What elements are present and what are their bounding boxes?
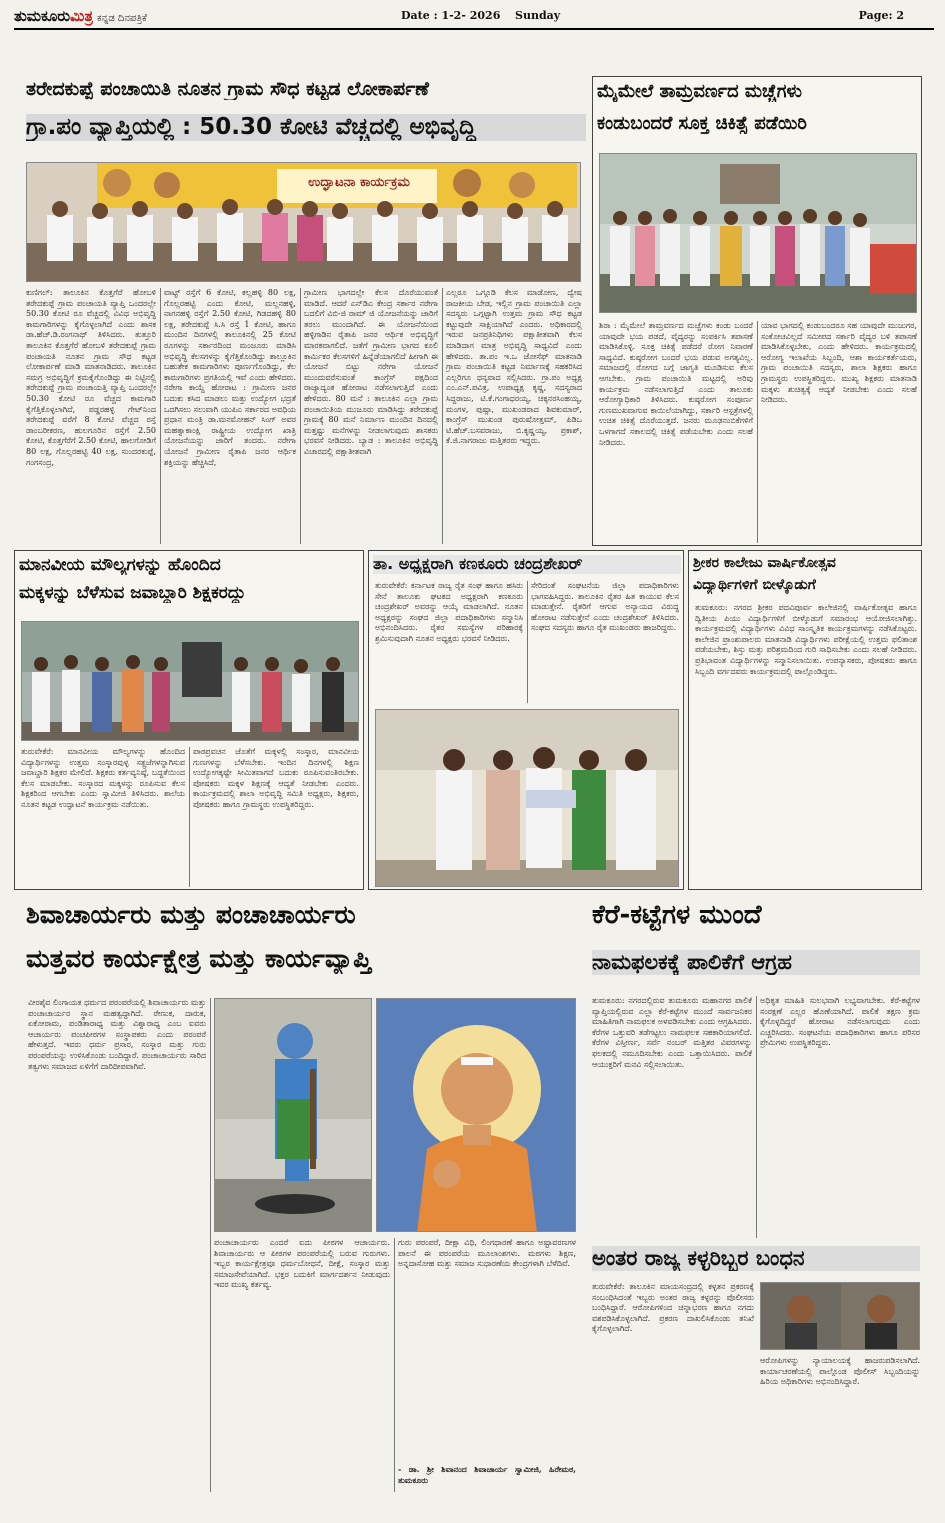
story-headline-line-1: ಮಾನವೀಯ ಮೌಲ್ಯಗಳನ್ನು ಹೊಂದಿದ — [19, 555, 221, 575]
story-leprosy-awareness — [592, 76, 922, 546]
column-rule — [300, 288, 301, 544]
author-signature: - ಡಾ. ಶ್ರೀ ಶಿವಾನಂದ ಶಿವಾಚಾರ್ಯ ಸ್ವಾಮೀಜಿ, ಹಿರೇಮಠ, ತುಮಕೂರು — [398, 1464, 576, 1485]
story-shivacharyaru — [14, 896, 580, 1496]
story-body-col-4-flow: ಎಲ್ಲರೂ ಒಗ್ಗೂಡಿ ಕೆಲಸ ಮಾಡೋಣ, ದ್ವೇಷ ರಾಜಕೀಯ ಬೇಡ, ಇಲ್ಲಿನ ಗ್ರಾಮ ಪಂಚಾಯಿತಿ ಎಲ್ಲಾ ಸದಸ್ಯರು ಒಗ್ಗಟ್ಟಾಗಿ ಉತ್ತಮ ಗ್ರಾಮ ಸೌಧ ಕಟ್ಟಡ ಕಟ್ಟುವುದೇ ಸಾಕ್ಷಿಯಾಗಿದೆ ಎಂದರು. ಅಧಿಕಾರದಲ್ಲಿ ಇರುವ ಜನಪ್ರತಿನಿಧಿಗಳು ಪಕ್ಷಾತೀತವಾಗಿ ಕೆಲಸ ಮಾಡಿದಾಗ ಮಾತ್ರ ಅಭಿವೃದ್ಧಿ ಸಾಧ್ಯವಿದೆ ಎಂದು ಹೇಳಿದರು. ತಾ.ಪಂ ಇ.ಒ ಜೋಸೆಫ್ ಮಾತನಾಡಿ ಗ್ರಾಮ ಪಂಚಾಯಿತಿ ಕಟ್ಟಡ ನಿರ್ಮಾಣಕ್ಕೆ ಸಹಕರಿಸಿದ ಎಲ್ಲರಿಗೂ ಧನ್ಯವಾದ ಸಲ್ಲಿಸಿದರು. ಗ್ರಾ.ಪಂ ಅಧ್ಯಕ್ಷ ಎಂ.ಎನ್.ಪವಿತ್ರ, ಉಪಾಧ್ಯಕ್ಷ ಕೃಷ್ಣ, ಸದಸ್ಯರಾದ ಸಿದ್ದರಾಜು, ಟಿ.ಕೆ.ಗಂಗಾಧರಯ್ಯ, ಚಿಕ್ಕನರಸಿಂಹಯ್ಯ, ಮಂಗಳ, ಪುಷ್ಪಾ, ಮುಖಂಡರಾದ ಶಿವಕುಮಾರ್, ಕಾಂಗ್ರೆಸ್ ಮುಖಂಡ ಪುರುಷೋತ್ತಮ್, ಪಿಡಿಒ ಟಿ.ಹೆಚ್.ಬಸವರಾಜು, ಬಿ.ಕೃಷ್ಣಯ್ಯ, ಪ್ರಕಾಶ್, ಕೆ.ಜಿ.ನಾಗರಾಜು ಮತ್ತಿತರರು ಇದ್ದರು. — [446, 288, 582, 446]
story-body-col-1: ಕುಣಿಗಲ್: ತಾಲೂಕಿನ ಕೊತ್ತಗೆರೆ ಹೋಬಳಿ ತರೇದಕುಪ್ಪೆ ಗ್ರಾಮ ಪಂಚಾಯತಿ ವ್ಯಾಪ್ತಿ ಒಂದರಲ್ಲೇ 50.30 ಕೋಟಿ ರೂ ವೆಚ್ಚದಲ್ಲಿ ವಿವಿಧ ಅಭಿವೃದ್ಧಿ ಕಾಮಗಾರಿಗಳನ್ನು ಕೈಗೊಳ್ಳಲಾಗಿದೆ ಎಂದು ಶಾಸಕ ಡಾ.ಹೆಚ್.ಡಿ.ರಂಗನಾಥ್ ತಿಳಿಸಿದರು. ತುತ್ತೂರಿ ತಾಲೂಕಿನ ಕೊತ್ತಗೆರೆ ಹೋಬಳಿ ತರೇದಕುಪ್ಪೆ ಗ್ರಾಮ ಪಂಚಾಯತಿ ನೂತನ ಗ್ರಾಮ ಸೌಧ ಕಟ್ಟಡ ಲೋಕಾರ್ಪಣೆ ಮಾಡಿ ಮಾತನಾಡಿದರು. ತಾಲೂಕಿನ ಸಮಗ್ರ ಅಭಿವೃದ್ಧಿಗೆ ಕ್ರಮಕೈಗೊಂಡಿದ್ದು ಈ ನಿಟ್ಟಿನಲ್ಲಿ ತರೇದಕುಪ್ಪೆ ಗ್ರಾಮ ಪಂಚಾಯತ್ತಿ ವ್ಯಾಪ್ತಿ ಒಂದರಲ್ಲೇ 50.30 ಕೋಟಿ ರೂ ವೆಚ್ಚದ ಕಾಮಗಾರಿ ಕೈಗೆತ್ತಿಕೊಳ್ಳಲಾಗಿದೆ, ಪಡ್ಡರಹಳ್ಳಿ ಗೇಟ್‌ನಿಂದ ತರೇದಕುಪ್ಪೆ ವರೆಗೆ 8 ಕೋಟಿ ವೆಚ್ಚದ ರಸ್ತೆ ಡಾಂಬರೀಕರಣ, ಹುಲಗೂರಿನ ರಸ್ತೆಗೆ 2.50 ಕೋಟಿ, ಕೊತ್ತಗೆರೆಗೆ 2.50 ಕೋಟಿ, ಹಾಲಗೋಡಿಗೆ 80 ಲಕ್ಷ, ಗೊಲ್ಲರಹಟ್ಟಿ 40 ಲಕ್ಷ, ಸುಂದರಕುಪ್ಪೆ, ಗಂಗಸಂದ್ರ, — [26, 288, 156, 467]
school-event-photo-illustration — [22, 622, 359, 741]
awareness-photo-illustration — [600, 154, 917, 313]
story-body-col-3: ಗ್ರಾಮೀಣ ಭಾಗದಲ್ಲೇ ಕೆಲಸ ದೊರೆಯುವಂತೆ ಮಾಡಿದೆ. ಆದರೆ ಎನ್‌ಡಿಎ ಕೇಂದ್ರ ಸರ್ಕಾರ ನರೇಗಾ ಬದಲಿಗೆ ವಿಬಿ-ಜಿ ರಾಮ್ ಜಿ ಯೋಜನೆಯನ್ನು ಜಾರಿಗೆ ತರಲು ಮುಂದಾಗಿದೆ. ಈ ಯೋಜನೆಯಿಂದ ಹಳ್ಳಿಗಾಡಿನ ರೈತಾಪಿ ಜನರ ಆರ್ಥಿಕ ಅಭಿವೃದ್ಧಿಗೆ ಮಾರಕವಾಗಲಿದೆ. ಜತೆಗೆ ಗ್ರಾಮೀಣ ಭಾಗದ ಕೂಲಿ ಕಾರ್ಮಿಕರ ಕೆಲಸಗಳಿಗೆ ಹಿನ್ನೆಡೆಯಾಗಲಿದೆ ಹೀಗಾಗಿ ಈ ಯೋಜನೆ ಬಿಟ್ಟು ನರೇಗಾ ಯೋಜನೆ ಮುಂದುವರೆಸುವಂತೆ ಕಾಂಗ್ರೆಸ್ ಪಕ್ಷದಿಂದ ರಾಜ್ಯಾದ್ಯಂತ ಹೋರಾಟ ನಡೆಸಲಾಗುತ್ತಿದೆ ಎಂದು ಹೇಳಿದರು. 80 ಮನೆ : ತಾಲೂಕಿನ ಎಲ್ಲಾ ಗ್ರಾಮ ಪಂಚಾಯಿತಿಯ ಮುಜೂರು ಮಾಡಿಸಿದ್ದು ತರೇದಕುಪ್ಪೆ ಗ್ರಾಮಕ್ಕೆ 80 ಮನೆ ನಿರ್ಮಾಣ ಮುಂದಿನ ದಿನದಲ್ಲಿ ಮತ್ತಷ್ಟು ಮನೆಗಳನ್ನು ನೀಡಲಾಗುವುದು ಶಾಸಕರು ಭರವಸೆ ನೀಡಿದರು. ಬ್ಯಾಡ : ತಾಲೂಕಿನ ಅಭಿವೃದ್ಧಿ ವಿಚಾರದಲ್ಲಿ ಪಕ್ಷಾತೀತವಾಗಿ — [304, 288, 438, 456]
story-kicker: ತರೇದಕುಪ್ಪೆ ಪಂಚಾಯಿತಿ ನೂತನ ಗ್ರಾಮ ಸೌಧ ಕಟ್ಟಡ ಲೋಕಾರ್ಪಣೆ — [26, 78, 429, 100]
brand-name-b: ಮಿತ್ರ — [70, 7, 93, 25]
story-body-col-1: ವೀರಶೈವ ಲಿಂಗಾಯತ ಧರ್ಮದ ಪರಂಪರೆಯಲ್ಲಿ ಶಿವಾಚಾರ್ಯರು ಮತ್ತು ಪಂಚಾಚಾರ್ಯರ ಸ್ಥಾನ ಮಹತ್ವದ್ದಾಗಿದೆ. ರೇಣುಕ, ದಾರುಕ, ಏಕೋರಾಮ, ಪಂಡಿತಾರಾಧ್ಯ ಮತ್ತು ವಿಶ್ವಾರಾಧ್ಯ ಎಂಬ ಐವರು ಆಚಾರ್ಯರು ಪಂಚಪೀಠಗಳ ಸಂಸ್ಥಾಪಕರು ಎಂದು ಪರಂಪರೆ ಹೇಳುತ್ತದೆ. ಇವರು ಧರ್ಮ ಪ್ರಸಾರ, ಸಂಸ್ಕಾರ ಮತ್ತು ಗುರು ಪರಂಪರೆಯನ್ನು ಉಳಿಸಿಕೊಂಡು ಬಂದಿದ್ದಾರೆ. ಪಂಚಾಚಾರ್ಯರು ಸಾರಿದ ತತ್ವಗಳು ಸಮಾಜದ ಏಳಿಗೆಗೆ ದಾರಿದೀಪವಾಗಿವೆ. — [28, 998, 206, 1071]
story-body-col-2: ಯಾವ ಭಾಗದಲ್ಲಿ ಕಂಡುಬಂದರೂ ಸಹ ಯಾವುದೇ ಮುಜುಗರ, ಸಂಕೋಚವಿಲ್ಲದೆ ಸಮೀಪದ ಸರ್ಕಾರಿ ವೈದ್ಯರ ಬಳಿ ತಪಾಸಣೆ ಮಾಡಿಸಿಕೊಳ್ಳಬೇಕು, ಎಂದು ಹೇಳಿದರು. ಕಾರ್ಯಕ್ರಮದಲ್ಲಿ ಆರೋಗ್ಯ ಇಲಾಖೆಯ ಸಿಬ್ಬಂದಿ, ಆಶಾ ಕಾರ್ಯಕರ್ತೆಯರು, ಗ್ರಾಮ ಪಂಚಾಯಿತಿ ಸದಸ್ಯರು, ಶಾಲಾ ಶಿಕ್ಷಕರು ಹಾಗೂ ಗ್ರಾಮಸ್ಥರು ಉಪಸ್ಥಿತರಿದ್ದರು. ಮುಖ್ಯ ಶಿಕ್ಷಕರು ಮಾತನಾಡಿ ಮಕ್ಕಳು ಶುಚಿತ್ವಕ್ಕೆ ಆದ್ಯತೆ ನೀಡಬೇಕು ಎಂದು ಸಲಹೆ ನೀಡಿದರು. — [761, 321, 917, 405]
column-rule — [210, 998, 211, 1492]
story-body-col-2: ಆರೋಪಿಗಳನ್ನು ನ್ಯಾಯಾಲಯಕ್ಕೆ ಹಾಜರುಪಡಿಸಲಾಗಿದೆ. ಕಾರ್ಯಾಚರಣೆಯಲ್ಲಿ ಪಾಲ್ಗೊಂಡ ಪೊಲೀಸ್ ಸಿಬ್ಬಂದಿಯನ್ನು ಹಿರಿಯ ಅಧಿಕಾರಿಗಳು ಅಭಿನಂದಿಸಿದ್ದಾರೆ. — [760, 1356, 920, 1387]
issue-date: Date : 1-2- 2026 — [401, 9, 501, 22]
column-rule — [394, 1238, 395, 1492]
story-headline-line-2: ಮತ್ತವರ ಕಾರ್ಯಕ್ಷೇತ್ರ ಮತ್ತು ಕಾರ್ಯವ್ಯಾಪ್ತಿ — [26, 944, 372, 973]
event-photo — [375, 709, 679, 887]
story-body-col-1: ತುರುವೇಕೆರೆ: ಮಾನವೀಯ ಮೌಲ್ಯಗಳನ್ನು ಹೊಂದಿದ ವಿದ್ಯಾರ್ಥಿಗಳನ್ನು ಉತ್ತಮ ಸಂಸ್ಕಾರವುಳ್ಳ ಸತ್ಪ್ರಜೆಗಳನ್ನಾಗಿಸುವ ಜವಾಬ್ದಾರಿ ಶಿಕ್ಷಕರ ಮೇಲಿದೆ. ಶಿಕ್ಷಕರು ಕರ್ತವ್ಯನಿಷ್ಠೆ, ಬದ್ಧತೆಯಿಂದ ಕೆಲಸ ಮಾಡಬೇಕು. ಸಂಸ್ಕಾರದ ಮಕ್ಕಳನ್ನು ರೂಪಿಸುವ ಕೆಲಸ ಶಿಕ್ಷಕರಿಂದ ಆಗಬೇಕು ಎಂದು ಸ್ವಾಮೀಜಿ ತಿಳಿಸಿದರು. ಶಾಲೆಯ ನೂತನ ಕಟ್ಟಡ ಉದ್ಘಾಟನೆ ಕಾರ್ಯಕ್ರಮ ನಡೆಯಿತು. — [21, 747, 185, 809]
story-body-col-2: ಅಧಿಕೃತ ಮಾಹಿತಿ ಸುಲಭವಾಗಿ ಲಭ್ಯವಾಗಬೇಕು. ಕೆರೆ-ಕಟ್ಟೆಗಳ ಸಂರಕ್ಷಣೆ ಎಲ್ಲರ ಹೊಣೆಯಾಗಿದೆ. ಪಾಲಿಕೆ ತಕ್ಷಣ ಕ್ರಮ ಕೈಗೊಳ್ಳದಿದ್ದರೆ ಹೋರಾಟ ನಡೆಸಲಾಗುವುದು ಎಂದು ಎಚ್ಚರಿಸಿದರು. ಸಂಘಟನೆಯ ಪದಾಧಿಕಾರಿಗಳು ಹಾಗೂ ಪರಿಸರ ಪ್ರೇಮಿಗಳು ಉಪಸ್ಥಿತರಿದ್ದರು. — [760, 996, 920, 1048]
brand-name-a: ತುಮಕೂರು — [14, 7, 71, 25]
saint-portrait-standing — [214, 998, 372, 1232]
story-body-col-1: ಶಿರಾ : ಮೈಮೇಲೆ ತಾಮ್ರವರ್ಣದ ಮಚ್ಚೆಗಳು ಕಂಡು ಬಂದರೆ ಯಾವುದೇ ಭಯ ಪಡದೆ, ವೈದ್ಯರನ್ನು ಸಂಪರ್ಕಿಸಿ ತಪಾಸಣೆ ಮಾಡಿಸಿಕೊಳ್ಳಿ. ಸೂಕ್ತ ಚಿಕಿತ್ಸೆ ಪಡೆದರೆ ರೋಗ ನಿವಾರಣೆ ಸಾಧ್ಯವಿದೆ. ಕುಷ್ಠರೋಗ ಬಂದರೆ ಭಯ ಪಡುವ ಅಗತ್ಯವಿಲ್ಲ. ಸಮಾಜದಲ್ಲಿ ರೋಗದ ಬಗ್ಗೆ ಜಾಗೃತಿ ಮೂಡಿಸುವ ಕೆಲಸ ಆಗಬೇಕು. ಗ್ರಾಮ ಪಂಚಾಯಿತಿ ಮಟ್ಟದಲ್ಲಿ ಅರಿವು ಕಾರ್ಯಕ್ರಮ ನಡೆಸಲಾಗುತ್ತಿದೆ ಎಂದು ತಾಲೂಕು ಆರೋಗ್ಯಾಧಿಕಾರಿ ತಿಳಿಸಿದರು. ಕುಷ್ಠರೋಗ ಸಂಪೂರ್ಣ ಗುಣಮುಖವಾಗುವ ಕಾಯಿಲೆಯಾಗಿದ್ದು, ಸರ್ಕಾರಿ ಆಸ್ಪತ್ರೆಗಳಲ್ಲಿ ಉಚಿತ ಚಿಕಿತ್ಸೆ ದೊರೆಯುತ್ತದೆ. ಜನರು ಮೂಢನಂಬಿಕೆಗಳಿಗೆ ಒಳಗಾಗದೆ ಸಕಾಲದಲ್ಲಿ ಚಿಕಿತ್ಸೆ ಪಡೆಯಬೇಕು ಎಂದು ಸಲಹೆ ನೀಡಿದರು. — [599, 321, 753, 447]
story-college-annual-day — [688, 550, 922, 890]
masthead — [14, 6, 934, 30]
newspaper-brand — [14, 7, 147, 25]
story-interstate-arrest — [588, 1244, 922, 1496]
story-lake-nameplates — [588, 896, 922, 1242]
event-photo — [599, 153, 917, 313]
issue-day: Sunday — [515, 9, 561, 22]
story-body-col-2: ಪಾಠಪ್ರವಚನ ಜೊತೆಗೆ ಮಕ್ಕಳಲ್ಲಿ ಸಂಸ್ಕಾರ, ಮಾನವೀಯ ಗುಣಗಳನ್ನು ಬೆಳೆಸಬೇಕು. ಇಂದಿನ ದಿನಗಳಲ್ಲಿ ಶಿಕ್ಷಣ ಉದ್ಯೋಗಕ್ಕಷ್ಟೇ ಸೀಮಿತವಾಗದೆ ಬದುಕು ರೂಪಿಸುವಂತಿರಬೇಕು. ಪೋಷಕರು ಮಕ್ಕಳ ಶಿಕ್ಷಣಕ್ಕೆ ಆದ್ಯತೆ ನೀಡಬೇಕು ಎಂದರು. ಕಾರ್ಯಕ್ರಮದಲ್ಲಿ ಶಾಲಾ ಅಭಿವೃದ್ಧಿ ಸಮಿತಿ ಅಧ್ಯಕ್ಷರು, ಶಿಕ್ಷಕರು, ಪೋಷಕರು ಹಾಗೂ ಗ್ರಾಮಸ್ಥರು ಉಪಸ್ಥಿತರಿದ್ದರು. — [193, 747, 359, 809]
saint-portrait-seated — [376, 998, 576, 1232]
event-photo — [26, 162, 581, 282]
story-body-col-1: ತುರುವೇಕೆರೆ: ಕರ್ನಾಟಕ ರಾಜ್ಯ ರೈತ ಸಂಘ ಹಾಗೂ ಹಸಿರು ಸೇನೆ ತಾಲೂಕು ಘಟಕದ ಅಧ್ಯಕ್ಷರಾಗಿ ಕಣಕೂರು ಚಂದ್ರಶೇಖರ್ ಅವರನ್ನು ಆಯ್ಕೆ ಮಾಡಲಾಗಿದೆ. ನೂತನ ಅಧ್ಯಕ್ಷರನ್ನು ಸಂಘದ ಜಿಲ್ಲಾ ಪದಾಧಿಕಾರಿಗಳು ಸನ್ಮಾನಿಸಿ ಅಭಿನಂದಿಸಿದರು. ರೈತರ ಸಮಸ್ಯೆಗಳ ಪರಿಹಾರಕ್ಕೆ ಶ್ರಮಿಸುವುದಾಗಿ ನೂತನ ಅಧ್ಯಕ್ಷರು ಭರವಸೆ ನೀಡಿದರು. — [375, 581, 523, 643]
column-rule — [442, 288, 443, 544]
story-headline-line-1: ಶಿವಾಚಾರ್ಯರು ಮತ್ತು ಪಂಚಾಚಾರ್ಯರು — [26, 900, 356, 929]
story-body-col-2: ಪಂಚಾಚಾರ್ಯರು ಎಂದರೆ ಐದು ಪೀಠಗಳ ಆಚಾರ್ಯರು. ಶಿವಾಚಾರ್ಯರು ಆ ಪೀಠಗಳ ಪರಂಪರೆಯಲ್ಲಿ ಬರುವ ಗುರುಗಳು. ಇಬ್ಬರ ಕಾರ್ಯಕ್ಷೇತ್ರವೂ ಧರ್ಮಬೋಧನೆ, ದೀಕ್ಷೆ, ಸಂಸ್ಕಾರ ಮತ್ತು ಸಮಾಜಸೇವೆಯಾಗಿದೆ. ಭಕ್ತರ ಬದುಕಿಗೆ ಮಾರ್ಗದರ್ಶನ ನೀಡುವುದು ಇವರ ಮುಖ್ಯ ಕರ್ತವ್ಯ. — [214, 1238, 390, 1290]
event-photo — [21, 621, 359, 741]
story-headline: ಅಂತರ ರಾಜ್ಯ ಕಳ್ಳರಿಬ್ಬರ ಬಂಧನ — [592, 1246, 920, 1271]
column-rule — [527, 581, 528, 703]
story-body-col-3: ಗುರು ಪರಂಪರೆ, ದೀಕ್ಷಾ ವಿಧಿ, ಲಿಂಗಧಾರಣೆ ಹಾಗೂ ಅಷ್ಟಾವರಣಗಳ ಪಾಲನೆ ಈ ಪರಂಪರೆಯ ಮೂಲಾಂಶಗಳು. ಮಠಗಳು ಶಿಕ್ಷಣ, ಅನ್ನದಾಸೋಹ ಮತ್ತು ಸಮಾಜ ಸುಧಾರಣೆಯ ಕೇಂದ್ರಗಳಾಗಿ ಬೆಳೆದಿವೆ. — [398, 1238, 576, 1269]
story-headline-line-1: ಮೈಮೇಲೆ ತಾಮ್ರವರ್ಣದ ಮಚ್ಚೆಗಳು — [597, 81, 803, 102]
story-headline-line-2: ವಿದ್ಯಾರ್ಥಿಗಳಿಗೆ ಬೀಳ್ಕೊಡುಗೆ — [693, 577, 816, 593]
page-number: Page: 2 — [858, 9, 904, 22]
story-body-col-2: ವಾಟ್ಟ್ ರಸ್ತೆಗೆ 6 ಕೋಟಿ, ಕಲ್ಲಹಳ್ಳಿ 80 ಲಕ್ಷ, ಗೊಲ್ಲರಹಟ್ಟಿ ಎಂದು ಕೋಟಿ, ಮಲ್ಲನಹಳ್ಳಿ, ನಾಗನಹಳ್ಳಿ ರಸ್ತೆಗೆ 2.50 ಕೋಟಿ, ಗಿಡದಹಳ್ಳಿ 80 ಲಕ್ಷ, ತರೇದಕುಪ್ಪೆ ಸಿ.ಸಿ ರಸ್ತೆ 1 ಕೋಟಿ, ಹಾಗೂ ಮುಂದಿನ ದಿನಗಳಲ್ಲಿ ತಾಲೂಕಿನಲ್ಲಿ 25 ಕೋಟಿ ರೂಗಳನ್ನು ಸರ್ಕಾರದಿಂದ ಮಂಜೂರು ಮಾಡಿಸಿ ಅಭಿವೃದ್ಧಿ ಕೆಲಸಗಳನ್ನು ಕೈಗೆತ್ತಿಕೊಂಡಿದ್ದು ತಾಲ್ಲೂಕಿನ ಬಹುತೇಕ ಕಾಮಗಾರಿಗಳು ಪೂರ್ಣಗೊಂಡಿದ್ದು, ಕೆಲ ಕಾಮಗಾರಿಗಳು ಪ್ರಗತಿಯಲ್ಲಿ ಇವೆ ಎಂದು ಹೇಳಿದರು. ನರೇಗಾ ಕಾಯ್ದೆ ಹೋರಾಟ : ಗ್ರಾಮೀಣ ಜನರ ಬದುಕು ಕಸಿದ ಮಾಡಲು ಮತ್ತು ಉದ್ಯೋಗ ಭದ್ರತೆ ಒದಗಿಸಲು ಸಲುವಾಗಿ ಯುಪಿಎ ಸರ್ಕಾರದ ಅವಧಿಯ ಪ್ರಧಾನ ಮಂತ್ರಿ ಡಾ.ಮನಮೋಹನ್ ಸಿಂಗ್ ಅವರ ಮಹತ್ವಾಕಾಂಕ್ಷಿ ರಾಷ್ಟ್ರೀಯ ಉದ್ಯೋಗ ಖಾತ್ರಿ ಯೋಜನೆಯನ್ನು ಜಾರಿಗೆ ತಂದರು. ನರೇಗಾ ಯೋಜನೆ ಗ್ರಾಮೀಣ ರೈತಾಪಿ ಜನರ ಆರ್ಥಿಕ ಶಕ್ತಿಯನ್ನು ಹೆಚ್ಚಿಸಿದೆ, — [164, 288, 296, 467]
column-rule — [757, 321, 758, 543]
saint-standing-illustration — [215, 999, 372, 1232]
saint-seated-illustration — [377, 999, 576, 1232]
story-body: ತುಮಕೂರು: ನಗರದ ಶ್ರೀಕರ ಪದವಿಪೂರ್ವ ಕಾಲೇಜಿನಲ್ಲಿ ವಾರ್ಷಿಕೋತ್ಸವ ಹಾಗೂ ದ್ವಿತೀಯ ಪಿಯು ವಿದ್ಯಾರ್ಥಿಗಳಿಗೆ ಬೀಳ್ಕೊಡುಗೆ ಸಮಾರಂಭ ಆಯೋಜಿಸಲಾಗಿತ್ತು. ಕಾರ್ಯಕ್ರಮದಲ್ಲಿ ವಿದ್ಯಾರ್ಥಿಗಳು ವಿವಿಧ ಸಾಂಸ್ಕೃತಿಕ ಕಾರ್ಯಕ್ರಮಗಳನ್ನು ನಡೆಸಿಕೊಟ್ಟರು. ಕಾಲೇಜಿನ ಪ್ರಾಂಶುಪಾಲರು ಮಾತನಾಡಿ ವಿದ್ಯಾರ್ಥಿಗಳು ಪರೀಕ್ಷೆಯಲ್ಲಿ ಉತ್ತಮ ಫಲಿತಾಂಶ ಪಡೆಯಬೇಕು, ಶಿಸ್ತು ಮತ್ತು ಪರಿಶ್ರಮದಿಂದ ಗುರಿ ಸಾಧಿಸಬೇಕು ಎಂದು ಸಲಹೆ ನೀಡಿದರು. ಪ್ರತಿಭಾವಂತ ವಿದ್ಯಾರ್ಥಿಗಳನ್ನು ಸನ್ಮಾನಿಸಲಾಯಿತು. ಉಪನ್ಯಾಸಕರು, ಪೋಷಕರು ಹಾಗೂ ಸಿಬ್ಬಂದಿ ವರ್ಗದವರು ಕಾರ್ಯಕ್ರಮದಲ್ಲಿ ಪಾಲ್ಗೊಂಡಿದ್ದರು. — [695, 603, 917, 676]
story-body-col-2: ಸೇರಿದಂತೆ ಸಂಘಟನೆಯ ಜಿಲ್ಲಾ ಪದಾಧಿಕಾರಿಗಳು ಭಾಗವಹಿಸಿದ್ದರು. ತಾಲೂಕಿನ ರೈತರ ಹಿತ ಕಾಯುವ ಕೆಲಸ ಮಾಡುತ್ತೇನೆ. ರೈತರಿಗೆ ಆಗುವ ಅನ್ಯಾಯದ ವಿರುದ್ಧ ಹೋರಾಟ ನಡೆಸುತ್ತೇನೆ ಎಂದು ಚಂದ್ರಶೇಖರ್ ತಿಳಿಸಿದರು. ಸಂಘದ ಸದಸ್ಯರು ಹಾಗೂ ರೈತ ಮುಖಂಡರು ಹಾಜರಿದ್ದರು. — [531, 581, 679, 633]
accused-photos-illustration — [761, 1283, 920, 1350]
brand-subtitle: ಕನ್ನಡ ದಿನಪತ್ರಿಕೆ — [96, 13, 147, 24]
story-body-col-1: ತುರುವೇಕೆರೆ: ತಾಲೂಕಿನ ಮಾಯಸಂದ್ರದಲ್ಲಿ ಕಳ್ಳತನ ಪ್ರಕರಣಕ್ಕೆ ಸಂಬಂಧಿಸಿದಂತೆ ಇಬ್ಬರು ಅಂತರ ರಾಜ್ಯ ಕಳ್ಳರನ್ನು ಪೊಲೀಸರು ಬಂಧಿಸಿದ್ದಾರೆ. ಆರೋಪಿಗಳಿಂದ ಚಿನ್ನಾಭರಣ ಹಾಗೂ ನಗದು ವಶಪಡಿಸಿಕೊಳ್ಳಲಾಗಿದೆ. ಪ್ರಕರಣ ದಾಖಲಿಸಿಕೊಂಡು ತನಿಖೆ ಕೈಗೊಳ್ಳಲಾಗಿದೆ. — [592, 1282, 754, 1334]
story-headline-line-2: ಕಂಡುಬಂದರೆ ಸೂಕ್ತ ಚಿಕಿತ್ಸೆ ಪಡೆಯಿರಿ — [597, 113, 807, 134]
story-headline-line-1: ಶ್ರೀಕರ ಕಾಲೇಜು ವಾರ್ಷಿಕೋತ್ಸವ — [693, 555, 836, 571]
column-rule — [160, 288, 161, 544]
accused-photos — [760, 1282, 920, 1350]
felicitation-photo-illustration — [376, 710, 679, 887]
column-rule — [189, 747, 190, 887]
story-headline-line-2: ನಾಮಫಲಕಕ್ಕೆ ಪಾಲಿಕೆಗೆ ಆಗ್ರಹ — [592, 950, 920, 975]
story-farmer-union-president — [368, 550, 684, 890]
story-headline: ತಾ. ಅಧ್ಯಕ್ಷರಾಗಿ ಕಣಕೂರು ಚಂದ್ರಶೇಖರ್ — [373, 555, 681, 574]
story-headline-line-2: ಮಕ್ಕಳನ್ನು ಬೆಳೆಸುವ ಜವಾಬ್ದಾರಿ ಶಿಕ್ಷಕರದ್ದು — [19, 583, 246, 603]
story-body-col-1: ತುಮಕೂರು: ನಗರದಲ್ಲಿರುವ ತುಮಕೂರು ಮಹಾನಗರ ಪಾಲಿಕೆ ವ್ಯಾಪ್ತಿಯಲ್ಲಿರುವ ಎಲ್ಲಾ ಕೆರೆ-ಕಟ್ಟೆಗಳ ಮುಂದೆ ಸಾರ್ವಜನಿಕರ ಮಾಹಿತಿಗಾಗಿ ನಾಮಫಲಕ ಅಳವಡಿಸಬೇಕು ಎಂದು ಆಗ್ರಹಿಸಿದರು. ಕೆರೆಗಳ ಒತ್ತುವರಿ ತಡೆಗಟ್ಟಲು ನಾಮಫಲಕ ಸಹಕಾರಿಯಾಗಲಿದೆ. ಕೆರೆಗಳ ವಿಸ್ತೀರ್ಣ, ಸರ್ವೆ ನಂಬರ್ ಮತ್ತಿತರ ವಿವರಗಳನ್ನು ಫಲಕದಲ್ಲಿ ನಮೂದಿಸಬೇಕು ಎಂದು ಒತ್ತಾಯಿಸಿದರು. ಪಾಲಿಕೆ ಆಯುಕ್ತರಿಗೆ ಮನವಿ ಸಲ್ಲಿಸಲಾಯಿತು. — [592, 996, 752, 1069]
story-headline-line-1: ಕೆರೆ-ಕಟ್ಟೆಗಳ ಮುಂದೆ — [592, 900, 762, 930]
story-human-values — [14, 550, 364, 890]
column-rule — [756, 996, 757, 1238]
story-headline: ಗ್ರಾ.ಪಂ ವ್ಯಾಪ್ತಿಯಲ್ಲಿ : 50.30 ಕೋಟಿ ವೆಚ್ಚದಲ್ಲಿ ಅಭಿವೃದ್ಧಿ — [26, 114, 586, 141]
stage-banner-text: ಉದ್ಘಾಟನಾ ಕಾರ್ಯಕ್ರಮ — [308, 175, 410, 190]
